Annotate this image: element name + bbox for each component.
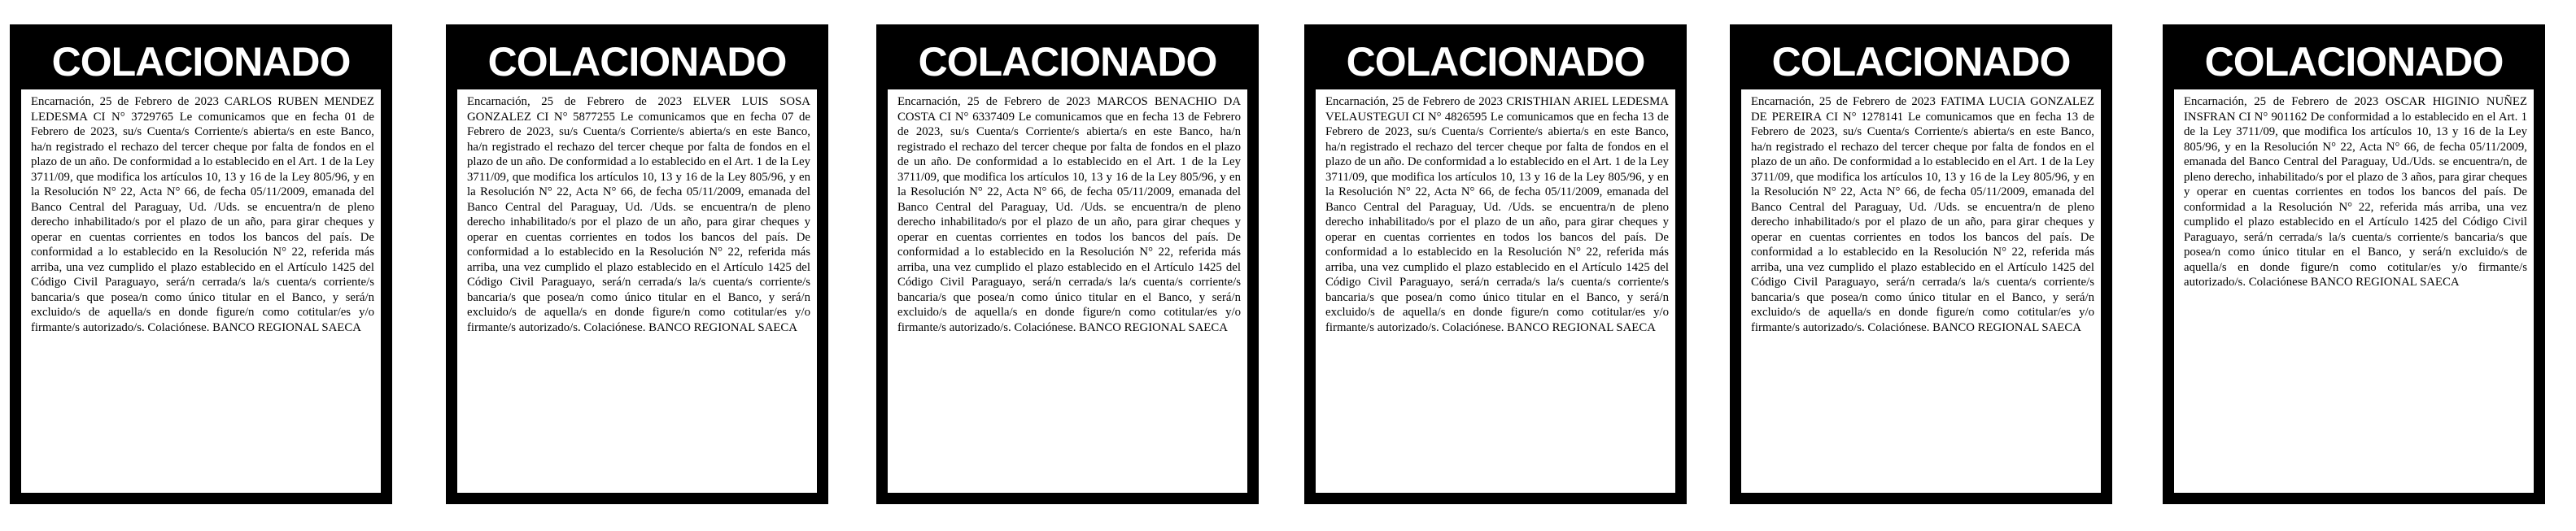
notice-card-2 (446, 24, 828, 504)
notice-title: COLACIONADO (457, 36, 817, 89)
notice-title: COLACIONADO (888, 36, 1247, 89)
notice-body: Encarnación, 25 de Febrero de 2023 CARLOS RUBEN MENDEZ LEDESMA CI N° 3729765 Le comunicamos que en fecha 01 de Febrero de 2023, su/s Cuenta/s Corriente/s abierta/s en este Banco, ha/n registrado el rechazo del tercer cheque por falta de fondos en el plazo de un año. De conformidad a lo establecido en el Art. 1 de la Ley 3711/09, que modifica los artículos 10, 13 y 16 de la Ley 805/96, y en la Resolución N° 22, Acta N° 66, de fecha 05/11/2009, emanada del Banco Central del Paraguay, Ud. /Uds. se encuentra/n de pleno derecho inhabilitado/s por el plazo de un año, para girar cheques y operar en cuentas corrientes en todos los bancos del país. De conformidad a lo establecido en la Resolución N° 22, referida más arriba, una vez cumplido el plazo establecido en el Artículo 1425 del Código Civil Paraguayo, será/n cerrada/s la/s cuenta/s corriente/s bancaria/s que posea/n como único titular en el Banco, y será/n excluido/s de aquella/s en donde figure/n como cotitular/es y/o firmante/s autorizado/s. Colaciónese. BANCO REGIONAL SAECA (31, 95, 374, 334)
notice-card-6 (2163, 24, 2545, 504)
notice-title: COLACIONADO (1741, 36, 2101, 89)
notice-body: Encarnación, 25 de Febrero de 2023 OSCAR HIGINIO NUÑEZ INSFRAN CI N° 901162 De conformidad a lo establecido en el Art. 1 de la Ley 3711/09, que modifica los artículos 10, 13 y 16 de la Ley 805/96, y en la Resolución N° 22, Acta N° 66, de fecha 05/11/2009, emanada del Banco Central del Paraguay, Ud./Uds. se encuentra/n, de pleno derecho, inhabilitado/s por el plazo de 3 años, para girar cheques y operar en cuentas corrientes en todos los bancos del país. De conformidad a la Resolución N° 22, referida más arriba, una vez cumplido el plazo establecido en el Artículo 1425 del Código Civil Paraguayo, será/n cerrada/s la/s cuenta/s corriente/s bancaria/s que posea/n como único titular en el Banco, y será/n excluido/s de aquella/s en donde figure/n como cotitular/es y/o firmante/s autorizado/s. Colaciónese BANCO REGIONAL SAECA (2184, 95, 2527, 289)
notice-body: Encarnación, 25 de Febrero de 2023 MARCOS BENACHIO DA COSTA CI N° 6337409 Le comunicamos que en fecha 13 de Febrero de 2023, su/s Cuenta/s Corriente/s abierta/s en este Banco, ha/n registrado el rechazo del tercer cheque por falta de fondos en el plazo de un año. De conformidad a lo establecido en el Art. 1 de la Ley 3711/09, que modifica los artículos 10, 13 y 16 de la Ley 805/96, y en la Resolución N° 22, Acta N° 66, de fecha 05/11/2009, emanada del Banco Central del Paraguay, Ud. /Uds. se encuentra/n de pleno derecho inhabilitado/s por el plazo de un año, para girar cheques y operar en cuentas corrientes en todos los bancos del país. De conformidad a lo establecido en la Resolución N° 22, referida más arriba, una vez cumplido el plazo establecido en el Artículo 1425 del Código Civil Paraguayo, será/n cerrada/s la/s cuenta/s corriente/s bancaria/s que posea/n como único titular en el Banco, y será/n excluido/s de aquella/s en donde figure/n como cotitular/es y/o firmante/s autorizado/s. Colaciónese. BANCO REGIONAL SAECA (897, 95, 1241, 334)
notice-card-5 (1730, 24, 2112, 504)
notice-body: Encarnación, 25 de Febrero de 2023 FATIMA LUCIA GONZALEZ DE PEREIRA CI N° 1278141 Le comunicamos que en fecha 13 de Febrero de 2023, su/s Cuenta/s Corriente/s abierta/s en este Banco, ha/n registrado el rechazo del tercer cheque por falta de fondos en el plazo de un año. De conformidad a lo establecido en el Art. 1 de la Ley 3711/09, que modifica los artículos 10, 13 y 16 de la Ley 805/96, y en la Resolución N° 22, Acta N° 66, de fecha 05/11/2009, emanada del Banco Central del Paraguay, Ud. /Uds. se encuentra/n de pleno derecho inhabilitado/s por el plazo de un año, para girar cheques y operar en cuentas corrientes en todos los bancos del país. De conformidad a lo establecido en la Resolución N° 22, referida más arriba, una vez cumplido el plazo establecido en el Artículo 1425 del Código Civil Paraguayo, será/n cerrada/s la/s cuenta/s corriente/s bancaria/s que posea/n como único titular en el Banco, y será/n excluido/s de aquella/s en donde figure/n como cotitular/es y/o firmante/s autorizado/s. Colaciónese. BANCO REGIONAL SAECA (1751, 95, 2094, 334)
notice-card-3 (876, 24, 1259, 504)
notice-body: Encarnación, 25 de Febrero de 2023 CRISTHIAN ARIEL LEDESMA VELAUSTEGUI CI N° 4826595 Le comunicamos que en fecha 13 de Febrero de 2023, su/s Cuenta/s Corriente/s abierta/s en este Banco, ha/n registrado el rechazo del tercer cheque por falta de fondos en el plazo de un año. De conformidad a lo establecido en el Art. 1 de la Ley 3711/09, que modifica los artículos 10, 13 y 16 de la Ley 805/96, y en la Resolución N° 22, Acta N° 66, de fecha 05/11/2009, emanada del Banco Central del Paraguay, Ud. /Uds. se encuentra/n de pleno derecho inhabilitado/s por el plazo de un año, para girar cheques y operar en cuentas corrientes en todos los bancos del país. De conformidad a lo establecido en la Resolución N° 22, referida más arriba, una vez cumplido el plazo establecido en el Artículo 1425 del Código Civil Paraguayo, será/n cerrada/s la/s cuenta/s corriente/s bancaria/s que posea/n como único titular en el Banco, y será/n excluido/s de aquella/s en donde figure/n como cotitular/es y/o firmante/s autorizado/s. Colaciónese. BANCO REGIONAL SAECA (1325, 95, 1669, 334)
notice-body: Encarnación, 25 de Febrero de 2023 ELVER LUIS SOSA GONZALEZ CI N° 5877255 Le comunicamos que en fecha 07 de Febrero de 2023, su/s Cuenta/s Corriente/s abierta/s en este Banco, ha/n registrado el rechazo del tercer cheque por falta de fondos en el plazo de un año. De conformidad a lo establecido en el Art. 1 de la Ley 3711/09, que modifica los artículos 10, 13 y 16 de la Ley 805/96, y en la Resolución N° 22, Acta N° 66, de fecha 05/11/2009, emanada del Banco Central del Paraguay, Ud. /Uds. se encuentra/n de pleno derecho inhabilitado/s por el plazo de un año, para girar cheques y operar en cuentas corrientes en todos los bancos del país. De conformidad a lo establecido en la Resolución N° 22, referida más arriba, una vez cumplido el plazo establecido en el Artículo 1425 del Código Civil Paraguayo, será/n cerrada/s la/s cuenta/s corriente/s bancaria/s que posea/n como único titular en el Banco, y será/n excluido/s de aquella/s en donde figure/n como cotitular/es y/o firmante/s autorizado/s. Colaciónese. BANCO REGIONAL SAECA (467, 95, 810, 334)
notice-card-1 (10, 24, 392, 504)
notice-title: COLACIONADO (21, 36, 381, 89)
notice-card-4 (1304, 24, 1687, 504)
notice-title: COLACIONADO (1316, 36, 1675, 89)
notice-title: COLACIONADO (2174, 36, 2534, 89)
